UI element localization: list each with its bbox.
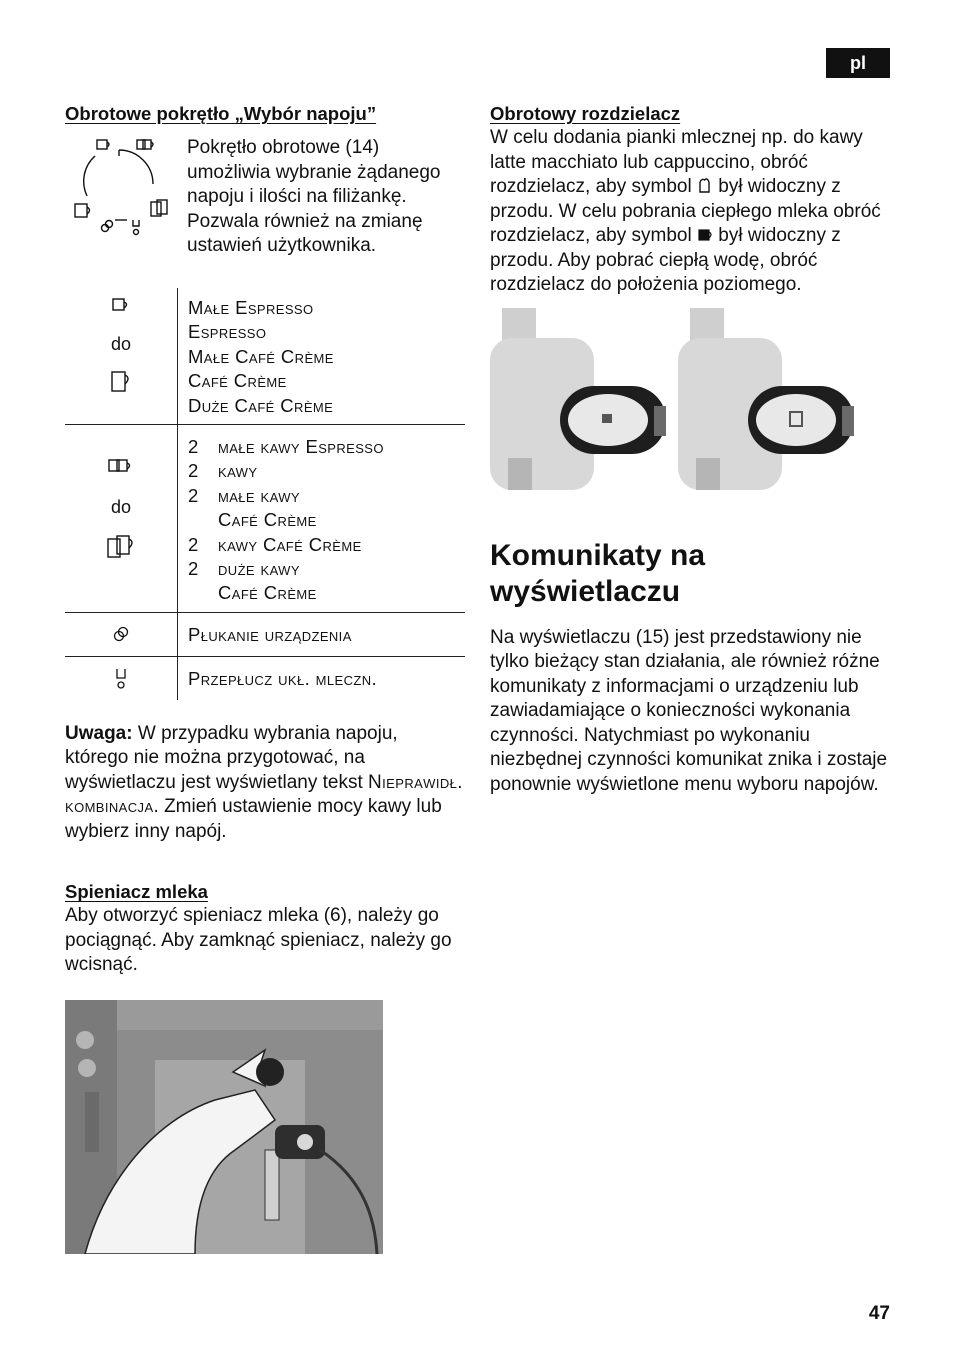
rinse-label: Płukanie urządzenia xyxy=(178,612,466,656)
table-row xyxy=(65,288,465,425)
distributor-description: W celu dodania pianki mlecznej np. do kawy latte macchiato lub cappuccino, obróć rozdzielacz, aby symbol był widoczny z przodu. W celu pobrania ciepłego mleka obróć rozdzielacz, aby symbol był widoczny z przodu. Aby pobrać ciepłą wodę, obróć rozdzielacz do położenia poziomego. xyxy=(490,127,881,295)
range-label: do xyxy=(110,334,132,354)
beverage-item: Café Crème xyxy=(218,509,317,531)
rinse-drops-icon xyxy=(111,625,131,643)
small-cup-icon xyxy=(110,296,132,314)
distributor-illustration xyxy=(490,308,890,490)
page-number: 47 xyxy=(868,1303,890,1324)
table-row xyxy=(65,656,465,700)
milk-foam-icon xyxy=(697,176,713,194)
milk-frother-section xyxy=(65,880,465,978)
milk-rinse-icon xyxy=(114,667,128,691)
beverage-item: 2 duże kawy xyxy=(188,558,300,580)
beverage-item: 2 kawy Café Crème xyxy=(188,533,362,555)
right-column xyxy=(490,102,890,797)
table-row xyxy=(65,612,465,656)
beverage-table xyxy=(65,288,465,700)
left-column xyxy=(65,102,465,1254)
dial-heading: Obrotowe pokrętło „Wybór napoju” xyxy=(65,103,377,124)
table-row xyxy=(65,425,465,613)
beverage-item: Duże Café Crème xyxy=(188,394,334,416)
messages-heading: Komunikaty na wyświetlaczu xyxy=(490,538,706,608)
milk-frother-photo xyxy=(65,1000,383,1254)
beverage-item: 2 małe kawy xyxy=(188,484,300,506)
messages-description: Na wyświetlaczu (15) jest przedstawiony nie tylko bieżący stan działania, ale również różne komunikaty z informacjami o urządzeniu lub zawiadamiające o konieczności wykonania czynności. Natychmiast po wykonaniu niezbędnej czynności komunikat znika i zostaje ponownie wyświetlone menu wyboru napojów. xyxy=(490,626,888,795)
range-label: do xyxy=(110,497,132,518)
note-paragraph: Uwaga: W przypadku wybrania napoju, którego nie można przygotować, na wyświetlaczu jest wyświetlany tekst Nieprawidł. kombinacja. Zmień ustawienie mocy kawy lub wybierz inny napój. xyxy=(65,722,463,842)
milk-description: Aby otworzyć spieniacz mleka (6), należy go pociągnąć. Aby zamknąć spieniacz, należy go wcisnąć. xyxy=(65,905,452,976)
hot-milk-icon xyxy=(697,227,713,243)
rotary-dial-icon xyxy=(69,136,169,236)
beverage-item: 2 małe kawy Espresso xyxy=(188,436,384,458)
milk-rinse-label: Przepłucz ukł. mleczn. xyxy=(178,656,466,700)
beverage-item: Café Crème xyxy=(188,370,287,392)
milk-frother-illustration xyxy=(65,1000,383,1254)
distributor-photos xyxy=(490,308,890,490)
dial-intro xyxy=(65,102,465,288)
distributor-heading: Obrotowy rozdzielacz xyxy=(490,103,681,124)
beverage-item: Małe Café Crème xyxy=(188,345,334,367)
beverage-item: 2 kawy xyxy=(188,460,258,482)
beverage-item: Espresso xyxy=(188,321,267,343)
beverage-item: Małe Espresso xyxy=(188,297,314,318)
two-small-cups-icon xyxy=(107,457,135,475)
beverage-item: Café Crème xyxy=(218,582,317,604)
milk-heading: Spieniacz mleka xyxy=(65,881,208,903)
large-cup-icon xyxy=(109,369,133,395)
two-large-cups-icon xyxy=(106,534,136,560)
dial-description: Pokrętło obrotowe (14) umożliwia wybranie żądanego napoju i ilości na filiżankę. Pozwala również na zmianę ustawień użytkownika. xyxy=(187,137,441,256)
language-tab: pl xyxy=(826,48,890,78)
error-code: Nieprawidł. kombinacja xyxy=(65,771,463,818)
